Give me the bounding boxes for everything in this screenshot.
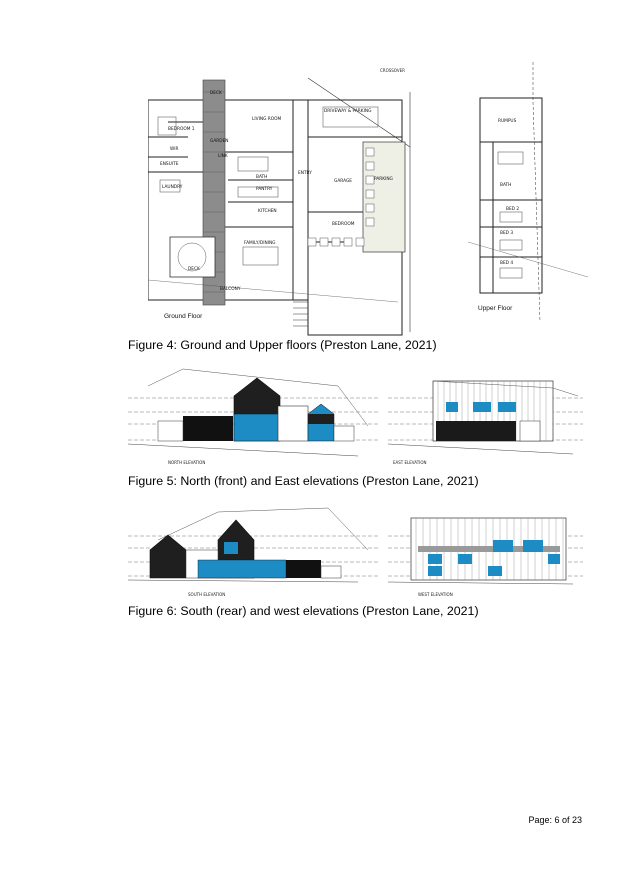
north-elevation-label: NORTH ELEVATION xyxy=(168,460,206,465)
figure-5-caption: Figure 5: North (front) and East elevations (Preston Lane, 2021) xyxy=(128,474,479,488)
south-elevation-label: SOUTH ELEVATION xyxy=(188,592,226,597)
plan-label-bedroom1: BEDROOM 1 xyxy=(168,127,195,132)
plan-label-driveway: DRIVEWAY & PARKING xyxy=(324,109,372,114)
plan-label-bath: BATH xyxy=(256,175,268,180)
plan-label-bed3: BED 3 xyxy=(500,231,514,236)
plan-label-laundry: LAUNDRY xyxy=(162,185,183,190)
plan-label-bath-upper: BATH xyxy=(500,183,512,188)
plan-label-bed2: BED 2 xyxy=(506,207,520,212)
plan-label-pantry: PANTRY xyxy=(256,187,273,192)
plan-label-garage: GARAGE xyxy=(334,179,352,184)
plan-label-kitchen: KITCHEN xyxy=(258,209,277,214)
plan-label-parking: PARKING xyxy=(374,177,393,182)
plan-label-link: LINK xyxy=(218,154,228,159)
plan-label-deck-bottom: DECK xyxy=(188,267,200,272)
west-elevation-label: WEST ELEVATION xyxy=(418,592,453,597)
plan-label-family-dining: FAMILY/DINING xyxy=(244,241,276,246)
plan-label-ensuite: ENSUITE xyxy=(160,162,179,167)
plan-label-crossover: CROSSOVER xyxy=(380,68,405,73)
upper-floor-label: Upper Floor xyxy=(478,305,513,312)
east-elevation-label: EAST ELEVATION xyxy=(393,460,427,465)
plan-label-deck-top: DECK xyxy=(210,91,222,96)
ground-floor-label: Ground Floor xyxy=(164,313,203,320)
figure-6-caption: Figure 6: South (rear) and west elevations (Preston Lane, 2021) xyxy=(128,604,479,618)
plan-label-bedroom: BEDROOM xyxy=(332,222,355,227)
plan-label-rumpus: RUMPUS xyxy=(498,119,517,124)
south-west-elevations-figure xyxy=(128,500,583,605)
page-number: Page: 6 of 23 xyxy=(528,815,582,825)
plan-label-balcony: BALCONY xyxy=(220,287,241,292)
plan-label-wir: WIR xyxy=(170,147,179,152)
floor-plan-figure xyxy=(148,62,588,337)
plan-label-garden: GARDEN xyxy=(210,139,229,144)
plan-label-entry: ENTRY xyxy=(298,171,312,176)
north-east-elevations-figure xyxy=(128,366,583,471)
plan-label-living-room: LIVING ROOM xyxy=(252,117,282,122)
figure-4-caption: Figure 4: Ground and Upper floors (Preston Lane, 2021) xyxy=(128,338,437,352)
plan-label-bed4: BED 4 xyxy=(500,261,514,266)
